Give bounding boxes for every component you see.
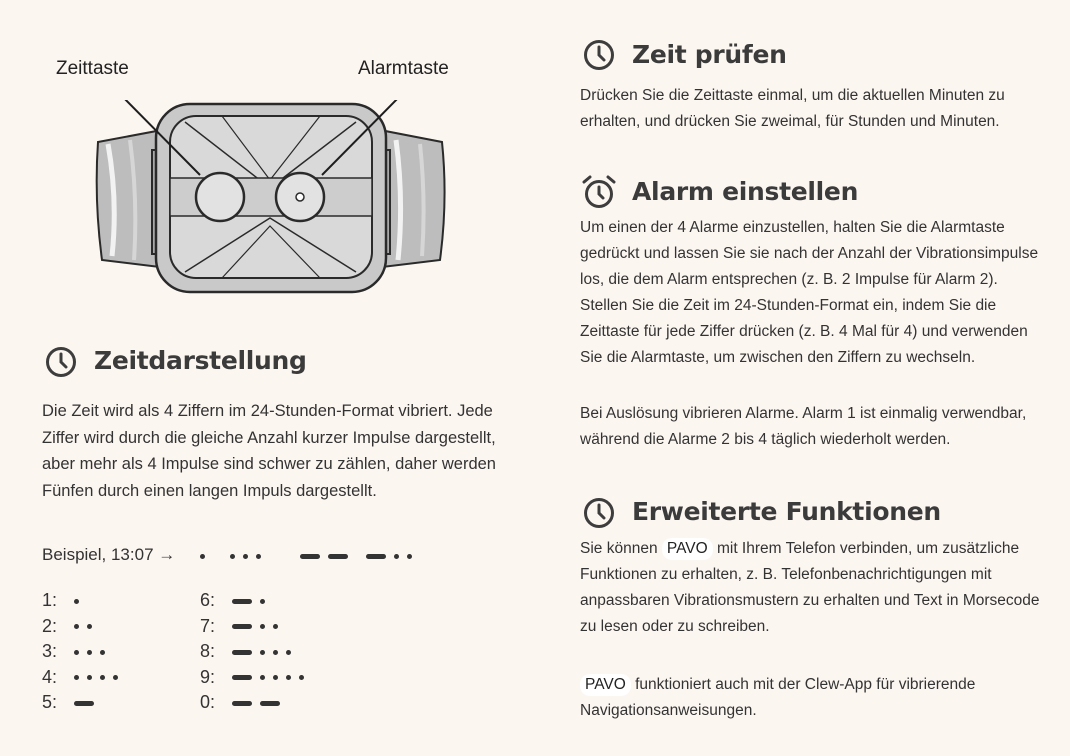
set-alarm-text: Um einen der 4 Alarme einzustellen, halten Sie die Alarmtaste gedrückt und lassen Sie sie nach der Anzahl der Vibrationsimpulse los, die dem Alarm entsprechen (z. B. 2 Impulse für Alarm 2). Stellen Sie die Zeit im 24-Stunden-Format ein, indem Sie die Zeittaste für jede Ziffer drücken (z. B. 4 Mal für 4) und verwenden Sie die Alarmtaste, um zwischen den Ziffern zu wechseln. xyxy=(580,219,1039,366)
advanced-text xyxy=(580,536,1042,640)
morse-dot xyxy=(230,554,235,559)
morse-dot xyxy=(113,675,118,680)
example-digit-code xyxy=(230,548,269,566)
morse-dash xyxy=(366,554,386,559)
digit-code xyxy=(232,692,288,713)
digit-code xyxy=(74,667,126,688)
example-morse-code xyxy=(200,546,430,566)
digit-label: 2: xyxy=(42,615,58,636)
pavo-brand: PAVO xyxy=(662,538,713,560)
digit-code xyxy=(232,667,312,688)
morse-dot xyxy=(260,599,265,604)
morse-dot xyxy=(394,554,399,559)
digit-row xyxy=(200,590,215,611)
digit-label: 7: xyxy=(200,615,216,636)
morse-dot xyxy=(407,554,412,559)
alarm-button-label: Alarmtaste xyxy=(358,58,449,79)
clew-text xyxy=(580,672,1042,724)
digit-label: 5: xyxy=(42,692,58,712)
morse-dot xyxy=(74,650,79,655)
digit-code xyxy=(232,641,299,662)
digit-code xyxy=(232,590,273,611)
morse-dash xyxy=(300,554,320,559)
device-illustration xyxy=(90,100,450,300)
morse-dash xyxy=(328,554,348,559)
alarm-trigger-text: Bei Auslösung vibrieren Alarme. Alarm 1 ist einmalig verwendbar, während die Alarme 2 bis 4 täglich wiederholt werden. xyxy=(580,405,1027,448)
advanced-title: Erweiterte Funktionen xyxy=(632,497,941,526)
digit-row xyxy=(42,590,57,611)
morse-dot xyxy=(243,554,248,559)
time-display-text: Die Zeit wird als 4 Ziffern im 24-Stunden-Format vibriert. Jede Ziffer wird durch die gleiche Anzahl kurzer Impulse dargestellt, aber mehr als 4 Impulse sind schwer zu zählen, daher werden Fünfen durch einen langen Impuls dargestellt. xyxy=(42,402,496,500)
morse-dash xyxy=(232,701,252,706)
digit-row xyxy=(200,692,215,713)
morse-dot xyxy=(74,675,79,680)
clock-icon xyxy=(44,345,78,379)
digit-label: 8: xyxy=(200,641,216,661)
alarm-clock-icon xyxy=(580,174,618,210)
morse-dash xyxy=(232,650,252,655)
digit-row xyxy=(200,667,215,688)
morse-dot xyxy=(273,624,278,629)
example-digit-code xyxy=(300,548,356,566)
morse-dot xyxy=(100,650,105,655)
morse-dot xyxy=(260,624,265,629)
digit-label: 9: xyxy=(200,666,216,687)
morse-dash xyxy=(74,701,94,706)
digit-row xyxy=(200,641,215,662)
check-time-text: Drücken Sie die Zeittaste einmal, um die aktuellen Minuten zu erhalten, und drücken Sie zweimal, für Stunden und Minuten. xyxy=(580,87,1005,130)
morse-dot xyxy=(87,650,92,655)
digit-row xyxy=(200,616,215,637)
morse-dash xyxy=(232,675,252,680)
morse-dot xyxy=(100,675,105,680)
clock-icon xyxy=(582,38,616,72)
morse-dot xyxy=(200,554,205,559)
digit-code xyxy=(74,641,113,662)
digit-code xyxy=(74,616,100,637)
morse-dot xyxy=(260,650,265,655)
digit-label: 0: xyxy=(200,692,216,712)
digit-code-table xyxy=(42,590,362,720)
advanced-text-part: Sie können xyxy=(580,540,662,557)
morse-dot xyxy=(260,675,265,680)
morse-dot xyxy=(74,624,79,629)
morse-dot xyxy=(256,554,261,559)
digit-code xyxy=(74,692,102,713)
pavo-brand: PAVO xyxy=(580,674,631,696)
digit-label: 6: xyxy=(200,590,216,610)
check-time-title: Zeit prüfen xyxy=(632,40,787,69)
advanced-text-part: mit Ihrem Telefon verbinden, um zusätzliche Funktionen zu erhalten, z. B. Telefonbenachrichtigungen mit anpassbaren Vibrationsmustern zu erhalten und Text in Morsecode zu lesen oder zu schreiben. xyxy=(580,540,1040,635)
morse-dash xyxy=(232,624,252,629)
morse-dot xyxy=(87,675,92,680)
digit-label: 3: xyxy=(42,641,58,661)
digit-code xyxy=(232,616,286,637)
clew-text-part: funktioniert auch mit der Clew-App für vibrierende Navigationsanweisungen. xyxy=(580,676,976,719)
digit-row xyxy=(42,692,57,713)
time-button-label: Zeittaste xyxy=(56,58,129,79)
example-digit-code xyxy=(366,548,420,566)
morse-dot xyxy=(286,675,291,680)
digit-label: 4: xyxy=(42,666,58,687)
example-digit-code xyxy=(200,548,213,566)
morse-dot xyxy=(273,650,278,655)
morse-dot xyxy=(299,675,304,680)
digit-label: 1: xyxy=(42,590,58,610)
time-display-title: Zeitdarstellung xyxy=(94,346,307,375)
digit-row xyxy=(42,616,57,637)
digit-row xyxy=(42,641,57,662)
set-alarm-title: Alarm einstellen xyxy=(632,177,859,206)
example-label: Beispiel, 13:07 → xyxy=(42,545,176,564)
clock-icon xyxy=(582,496,616,530)
digit-code xyxy=(74,590,87,611)
morse-dot xyxy=(87,624,92,629)
morse-dot xyxy=(273,675,278,680)
morse-dot xyxy=(74,599,79,604)
morse-dash xyxy=(232,599,252,604)
morse-dash xyxy=(260,701,280,706)
morse-dot xyxy=(286,650,291,655)
digit-row xyxy=(42,667,57,688)
